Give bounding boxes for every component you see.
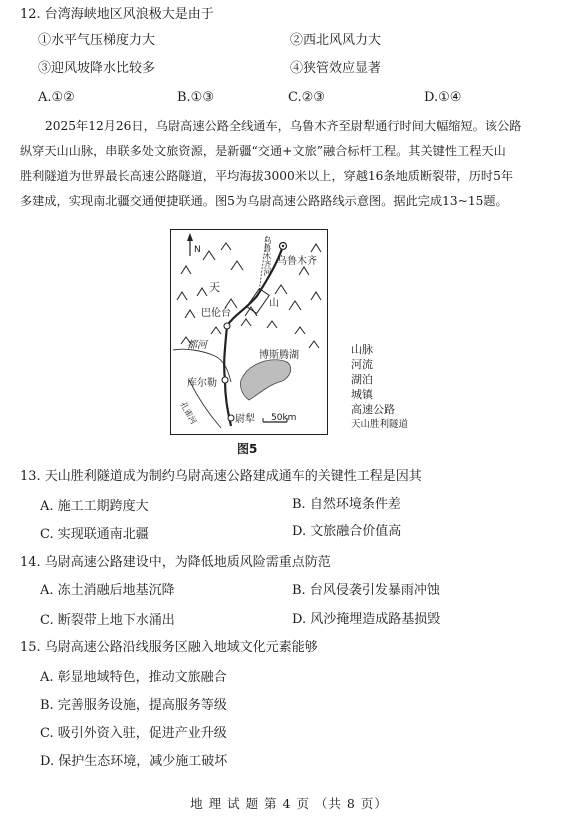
balun-town-dot [224,323,230,329]
passage-line-4: 多建成，实现南北疆交通便捷联通。图5为乌尉高速公路路线示意图。据此完成13~15题。 [20,194,508,208]
kongque-label: 孔雀河 [178,400,199,426]
yuli-town-dot [228,415,234,421]
q15-choice-a: A. 彰显地域特色，推动文旅融合 [40,670,227,685]
tian-label: 天 [209,281,220,294]
highway-line [224,246,283,426]
korla-town-dot [222,377,228,383]
shan-label: 山 [269,298,279,309]
north-arrow-head-icon [187,233,193,241]
q12-choice-d: D.①④ [424,90,462,105]
korla-label: 库尔勒 [187,378,217,389]
urumqi-label: 乌鲁木齐 [277,256,317,267]
passage-line-3: 胜利隧道为世界最长高速公路隧道，平均海拔3000米以上，穿越16条地质断裂带，历时5年 [20,169,514,183]
bosten-lake-shape [240,360,290,400]
q13-choice-d: D. 文旅融合价值高 [292,524,402,539]
q14-choice-a: A. 冻土消融后地基沉降 [40,583,175,598]
q14-choice-c: C. 断裂带上地下水涌出 [40,613,175,628]
passage-line-1: 2025年12月26日，乌尉高速公路全线通车，乌鲁木齐至尉犁通行时间大幅缩短。该公路 [45,119,522,133]
q14-choice-d: D. 风沙掩埋造成路基损毁 [292,612,441,627]
q15-choice-d: D. 保护生态环境，减少施工破坏 [40,754,228,769]
duhe-label: 都河 [187,340,207,351]
q15-stem: 15. 乌尉高速公路沿线服务区融入地域文化元素能够 [20,640,318,655]
route-map [170,229,328,435]
passage [20,114,560,214]
legend-river: 河流 [351,358,373,371]
page-footer: 地 理 试 题 第 4 页 （共 8 页） [190,796,388,811]
scale-label: 50km [271,413,297,423]
legend-mountain: 山脉 [351,343,373,356]
map-legend [351,342,408,432]
legend-highway: 高速公路 [351,403,395,416]
q12-stem: 12. 台湾海峡地区风浪极大是由于 [20,7,214,22]
balun-label: 巴伦台 [201,308,231,319]
q15-choice-c: C. 吸引外资入驻，促进产业升级 [40,726,227,741]
north-label: N [194,245,201,255]
q12-choice-a: A.①② [38,90,75,105]
q12-choice-c: C.②③ [288,90,325,105]
q12-item-2: ②西北风风力大 [290,33,382,48]
q12-choice-b: B.①③ [177,90,214,105]
q13-stem: 13. 天山胜利隧道成为制约乌尉高速公路建成通车的关键性工程是因其 [20,469,422,484]
bosten-label: 博斯腾湖 [259,350,299,361]
legend-tunnel: 天山胜利隧道 [351,419,409,430]
figure-caption: 图5 [237,442,258,456]
q13-choice-b: B. 自然环境条件差 [292,497,401,512]
urumqi-town-center [282,245,284,247]
q14-stem: 14. 乌尉高速公路建设中，为降低地质风险需重点防范 [20,555,331,570]
tunnel-symbol [247,289,269,314]
q15-choice-b: B. 完善服务设施，提高服务等级 [40,698,227,713]
q12-item-1: ①水平气压梯度力大 [38,33,156,48]
urumqi-river-label: 乌鲁木齐河 [263,236,272,276]
q12-item-4: ④狭管效应显著 [290,61,382,76]
q13-choice-c: C. 实现联通南北疆 [40,527,149,542]
legend-lake: 湖泊 [351,373,373,386]
yuli-label: 尉犁 [235,414,255,425]
q14-choice-b: B. 台风侵袭引发暴雨冲蚀 [292,583,440,598]
passage-line-2: 纵穿天山山脉，串联多处文旅资源，是新疆“交通+文旅”融合标杆工程。其关键性工程天山 [20,144,506,158]
q13-choice-a: A. 施工工期跨度大 [40,499,149,514]
q12-item-3: ③迎风坡降水比较多 [38,61,156,76]
legend-town: 城镇 [351,388,373,401]
